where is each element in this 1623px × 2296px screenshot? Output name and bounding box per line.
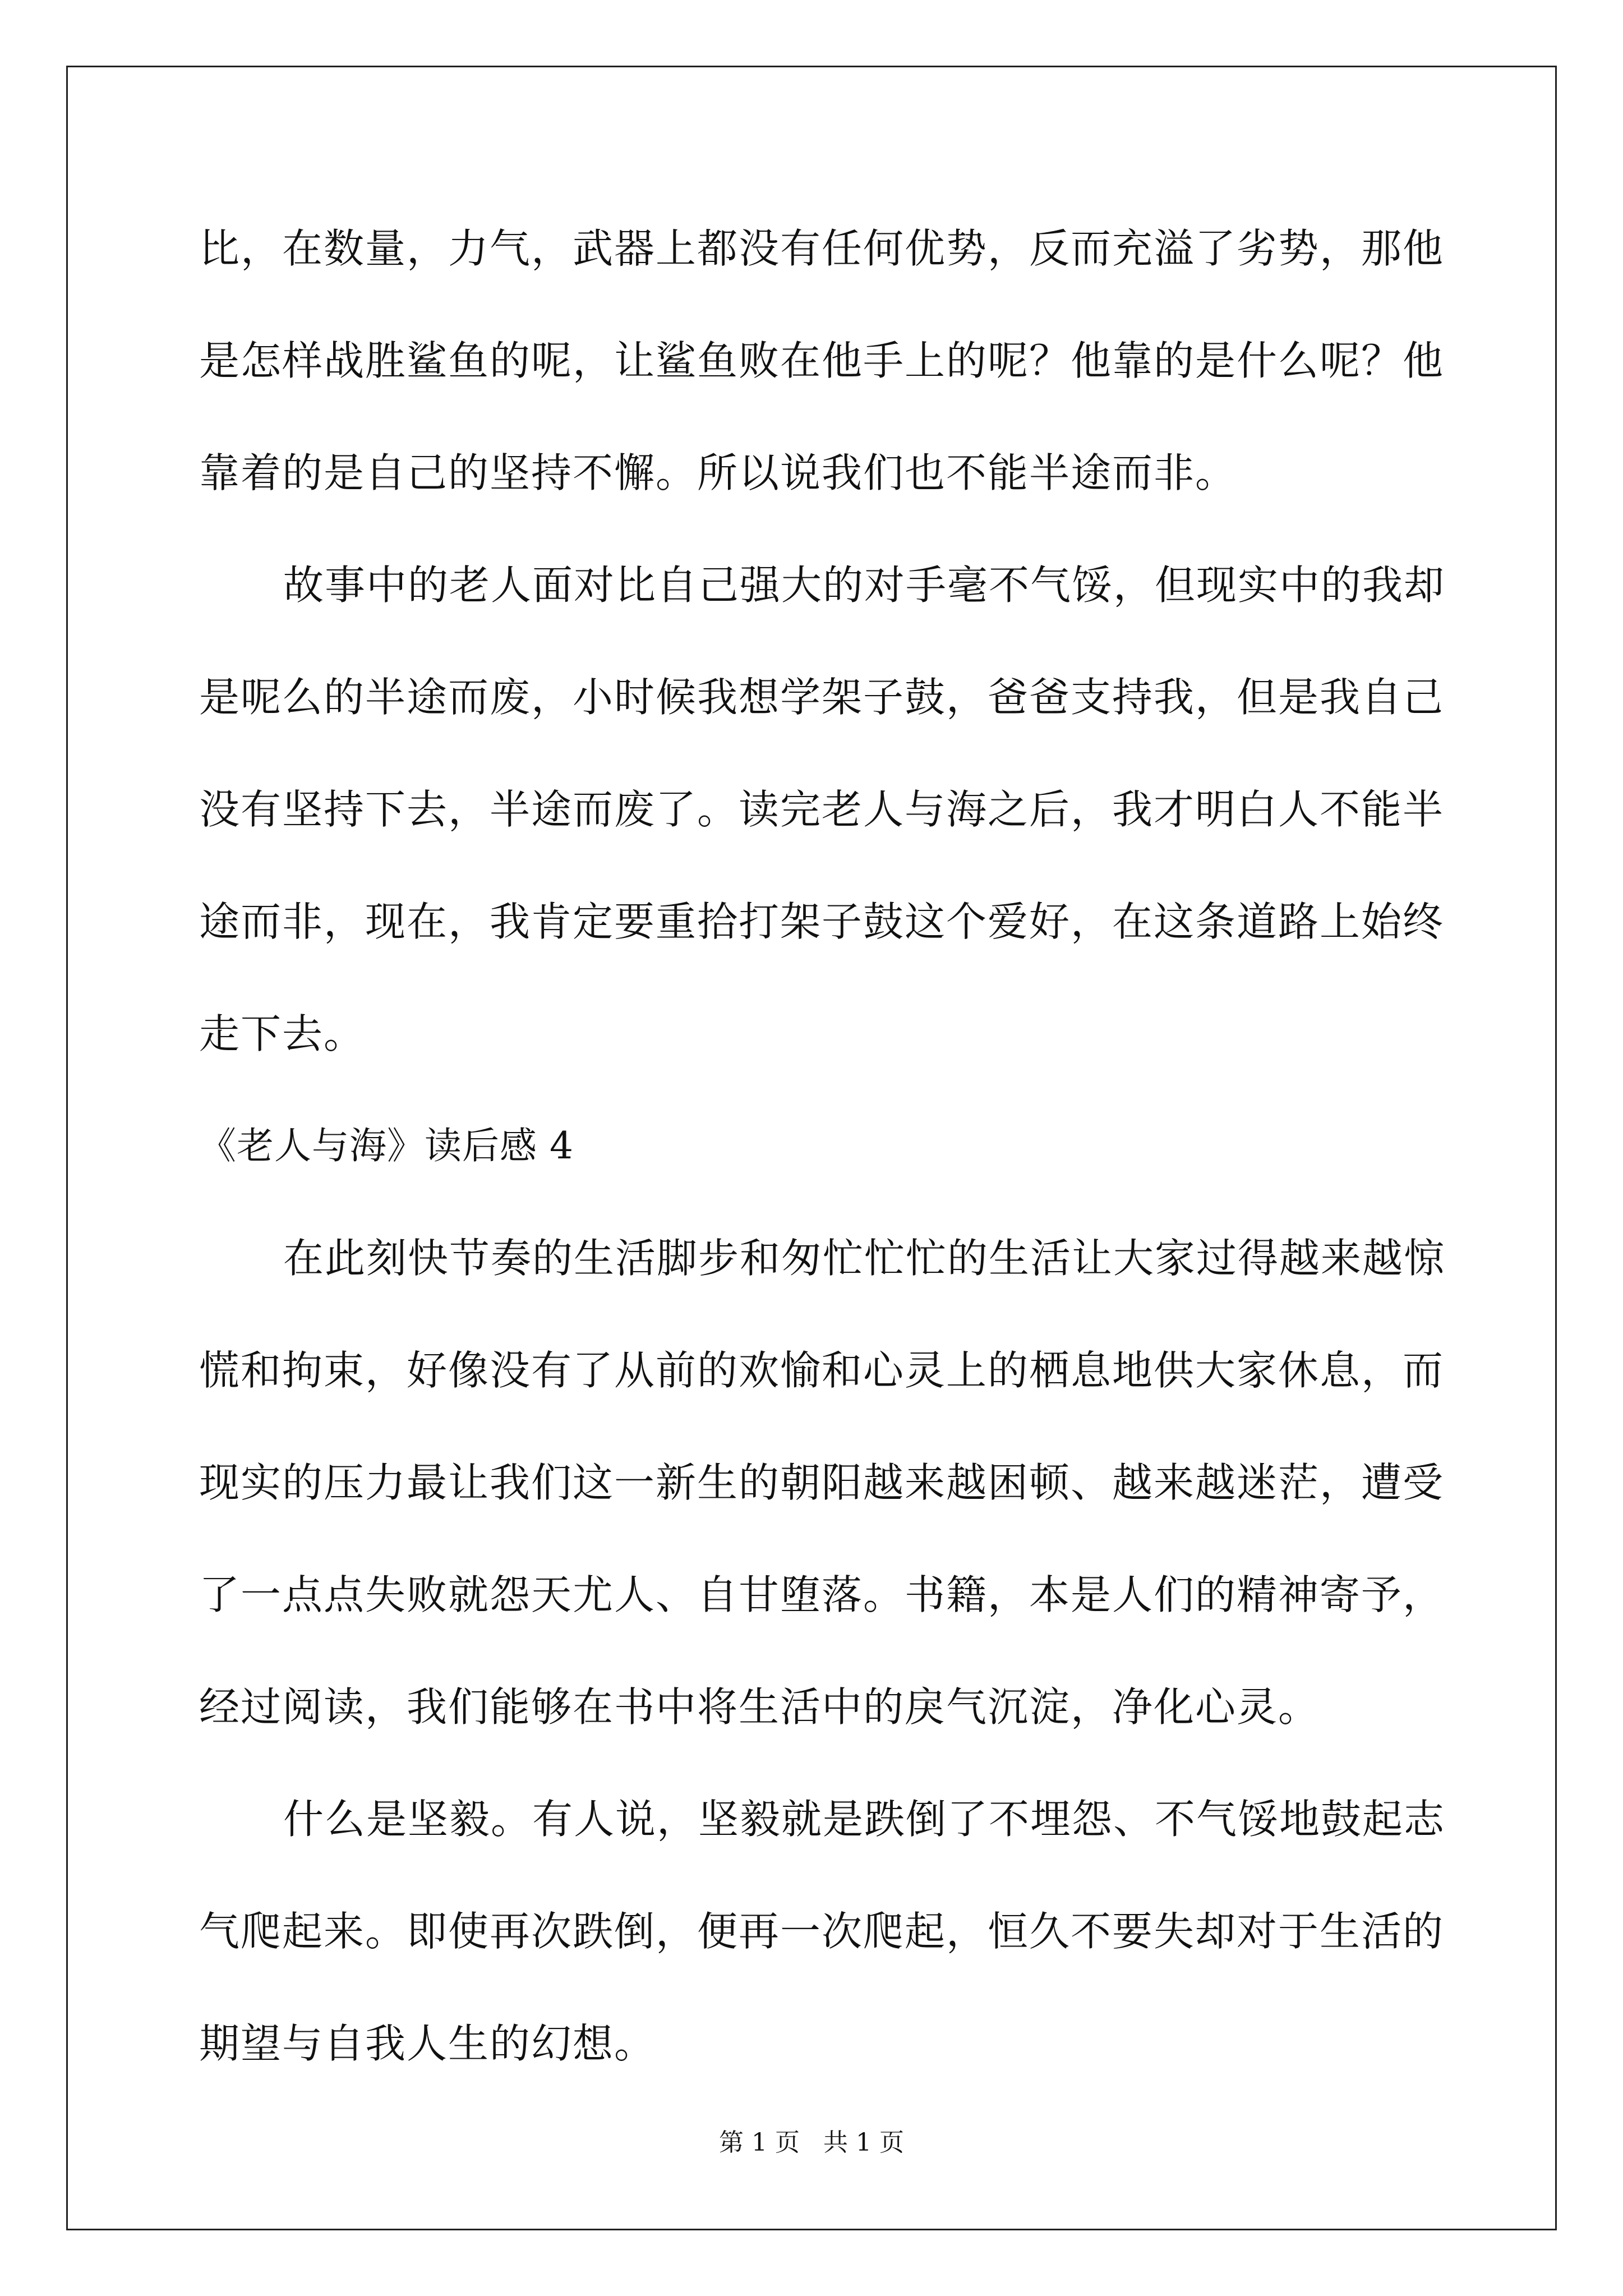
text-line: 什么是坚毅。有人说，坚毅就是跌倒了不埋怨、不气馁地鼓起志 [283,1796,1446,1843]
text-line: 期望与自我人生的幻想。 [199,2020,656,2067]
section-heading: 《老人与海》读后感 4 [199,1124,574,1167]
text-line: 靠着的是自己的坚持不懈。所以说我们也不能半途而非。 [199,449,1237,496]
text-line: 在此刻快节奏的生活脚步和匆忙忙忙的生活让大家过得越来越惊 [283,1235,1446,1282]
page-total: 共 1 页 [823,2128,904,2157]
text-line: 比，在数量，力气，武器上都没有任何优势，反而充溢了劣势，那他 [199,225,1445,272]
text-line: 了一点点失败就怨天尤人、自甘堕落。书籍，本是人们的精神寄予， [199,1571,1445,1618]
text-line: 故事中的老人面对比自己强大的对手毫不气馁，但现实中的我却 [283,562,1446,609]
page-footer [0,2126,1623,2160]
text-line: 是怎样战胜鲨鱼的呢，让鲨鱼败在他手上的呢？他靠的是什么呢？他 [199,337,1445,384]
text-line: 气爬起来。即使再次跌倒，便再一次爬起，恒久不要失却对于生活的 [199,1908,1445,1955]
text-line: 是呢么的半途而废，小时候我想学架子鼓，爸爸支持我，但是我自己 [199,674,1445,721]
text-line: 慌和拘束，好像没有了从前的欢愉和心灵上的栖息地供大家休息，而 [199,1347,1445,1394]
text-line: 经过阅读，我们能够在书中将生活中的戾气沉淀，净化心灵。 [199,1683,1320,1731]
text-line: 走下去。 [199,1010,366,1057]
text-line: 现实的压力最让我们这一新生的朝阳越来越困顿、越来越迷茫，遭受 [199,1459,1445,1506]
page-number: 第 1 页 [719,2128,800,2157]
text-line: 没有坚持下去，半途而废了。读完老人与海之后，我才明白人不能半 [199,786,1445,833]
text-line: 途而非，现在，我肯定要重拾打架子鼓这个爱好，在这条道路上始终 [199,898,1445,945]
